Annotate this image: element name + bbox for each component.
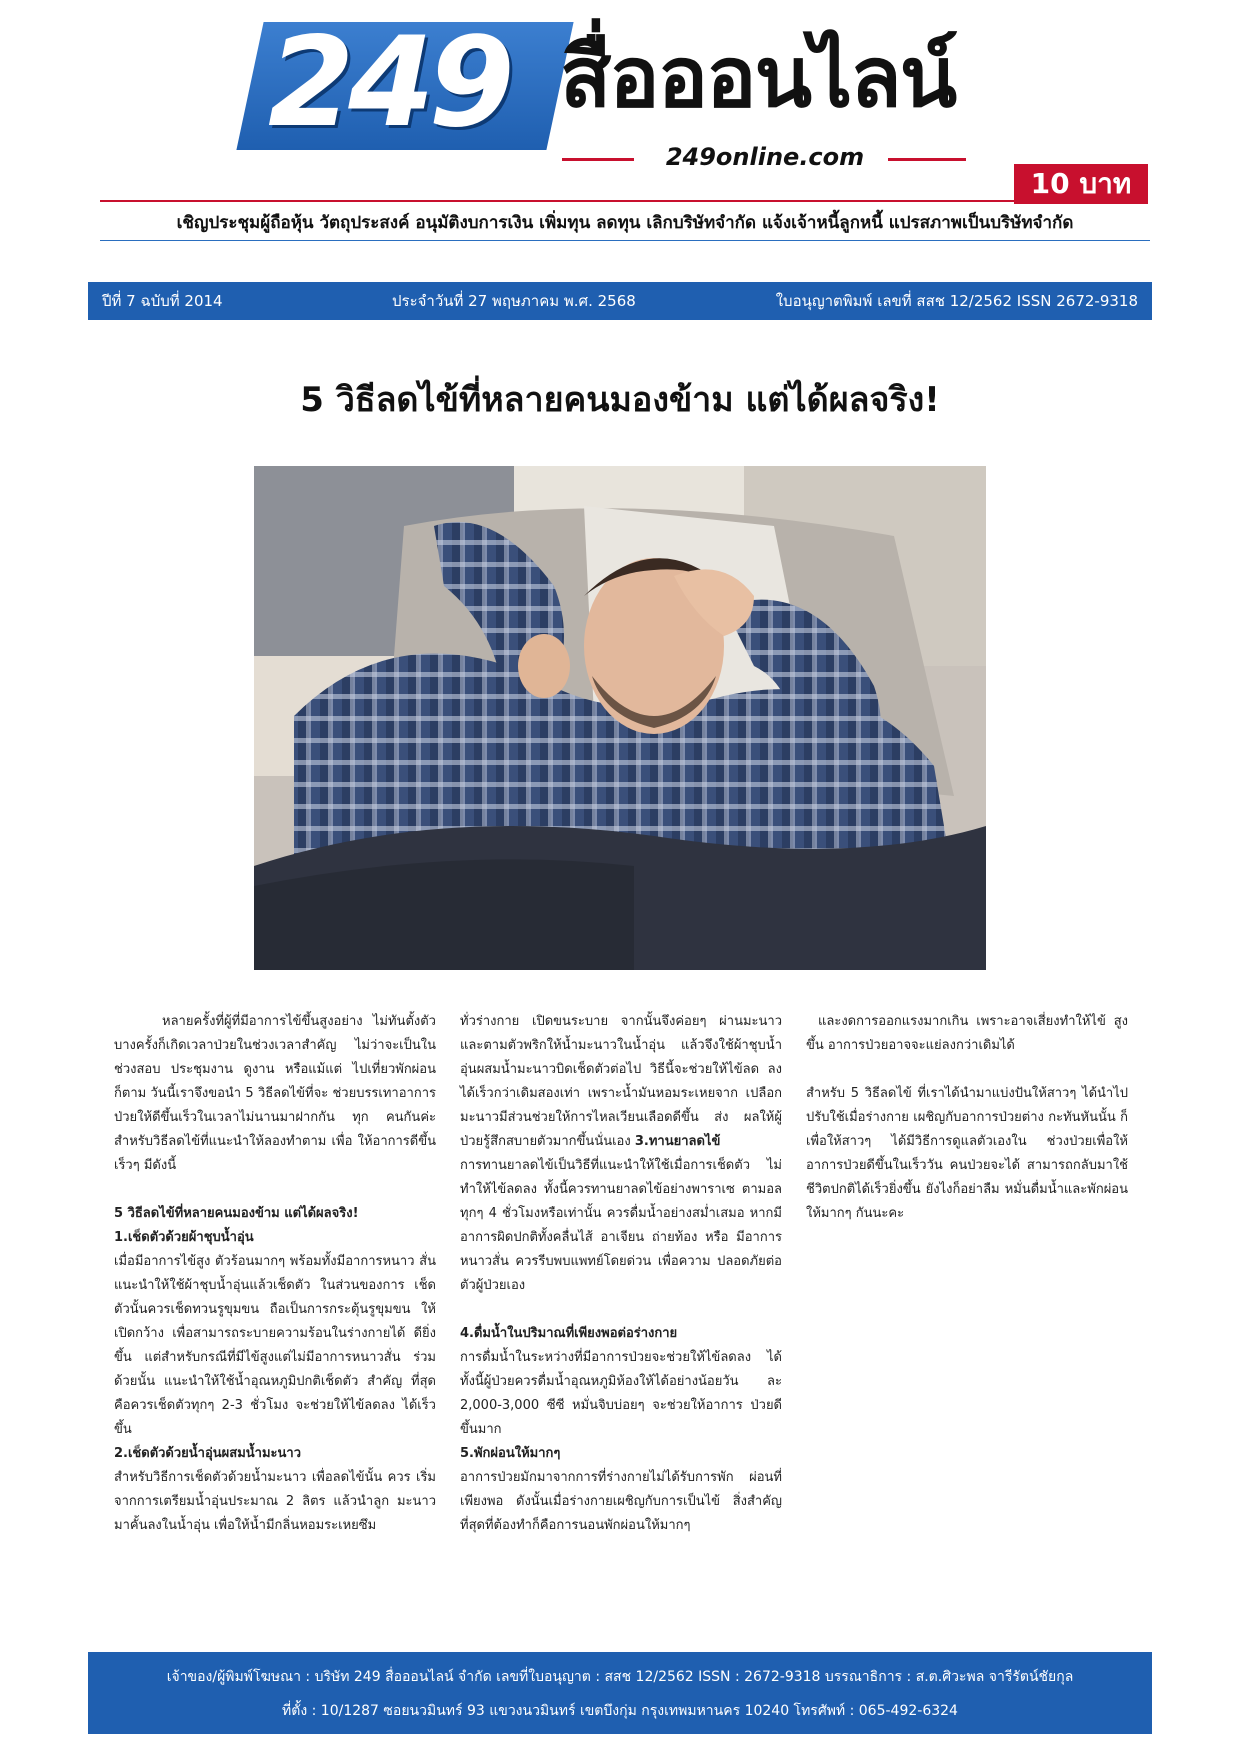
section-heading-5: 5.พักผ่อนให้มากๆ (460, 1446, 561, 1461)
price-badge: 10 บาท (1014, 164, 1148, 204)
issue-date: ประจำวันที่ 27 พฤษภาคม พ.ศ. 2568 (392, 292, 636, 310)
section-body-3: การทานยาลดไข้เป็นวิธีที่แนะนำให้ใช้เมื่อการเช็ดตัว ไม่ทำให้ไข้ลดลง ทั้งนี้ควรทานยาลดไข้อย่างพาราเซ ตามอลทุกๆ 4 ชั่วโมงหรือเท่านั้น ควรดื่มน้ำอย่างสม่ำเสมอ หากมีอาการผิดปกติทั้งคลื่นไส้ อาเจียน ถ่ายท้อง หรือ มีอาการหนาวสั่น ควรรีบพบแพทย์โดยด่วน เพื่อความ ปลอดภัยต่อตัวผู้ป่วยเอง (460, 1158, 782, 1293)
logo-thai-wordmark: สื่อออนไลน์ (560, 28, 956, 126)
logo-url: 249online.com (665, 143, 865, 171)
issue-license: ใบอนุญาตพิมพ์ เลขที่ สสช 12/2562 ISSN 2672-9318 (775, 292, 1138, 310)
section-body-1: เมื่อมีอาการไข้สูง ตัวร้อนมากๆ พร้อมทั้งมีอาการหนาว สั่น แนะนำให้ใช้ผ้าชุบน้ำอุ่นแล้วเช็ดตัว ในส่วนของการ เช็ดตัวนั้นควรเช็ดทวนรูขุมขน ถือเป็นการกระตุ้นรูขุมขน ให้เปิดกว้าง เพื่อสามารถระบายความร้อนในร่างกายได้ ดียิ่งขึ้น แต่สำหรับกรณีที่มีไข้สูงแต่ไม่มีอาการหนาวสั่น ร่วมด้วยนั้น แนะนำให้ใช้น้ำอุณหภูมิปกติเช็ดตัว สำคัญ ที่สุดคือควรเช็ดตัวทุกๆ 2-3 ชั่วโมง จะช่วยให้ไข้ลดลง ได้เร็วขึ้น (114, 1254, 436, 1437)
logo-url-rule-right (888, 158, 966, 161)
article-headline: 5 วิธีลดไข้ที่หลายคนมองข้าม แต่ได้ผลจริง! (300, 380, 940, 420)
section-body-2-cont-text: ทั่วร่างกาย เปิดขนระบาย จากนั้นจึงค่อยๆ ผ่านมะนาว และตามตัวพริกให้น้ำมะนาวในน้ำอุ่น แล้วจึงใช้ผ้าชุบน้ำ อุ่นผสมน้ำมะนาวบิดเช็ดตัวต่อไป วิธีนี้จะช่วยให้ไข้ลด ลงได้เร็วกว่าเดิมสองเท่า เพราะน้ำมันหอมระเหยจาก เปลือกมะนาวมีส่วนช่วยให้การไหลเวียนเลือดดีขึ้น ส่ง ผลให้ผู้ป่วยรู้สึกสบายตัวมากขึ้นนั่นเอง (460, 1014, 782, 1149)
article-column-1 (114, 1010, 436, 1538)
article-intro: หลายครั้งที่ผู้ที่มีอาการไข้ขึ้นสูงอย่าง ไม่ทันตั้งตัว บางครั้งก็เกิดเวลาป่วยในช่วงเวลาสำคัญ ไม่ว่าจะเป็นในช่วงสอบ ประชุมงาน ดูงาน หรือแม้แต่ ไปเที่ยวพักผ่อนก็ตาม วันนี้เราจึงขอนำ 5 วิธีลดไข้ที่จะ ช่วยบรรเทาอาการป่วยให้ดีขึ้นเร็วในเวลาไม่นานมาฝากกัน ทุก คนกันค่ะ สำหรับวิธีลดไข้ที่แนะนำให้ลองทำตาม เพื่อ ให้อาการดีขึ้นเร็วๆ มีดังนี้ (114, 1014, 436, 1173)
logo-number: 249 (268, 11, 509, 155)
article-column-3 (806, 1010, 1128, 1250)
section-heading-1: 1.เช็ดตัวด้วยผ้าชุบน้ำอุ่น (114, 1230, 254, 1245)
section-heading-4: 4.ดื่มน้ำในปริมาณที่เพียงพอต่อร่างกาย (460, 1326, 678, 1341)
section-body-2: สำหรับวิธีการเช็ดตัวด้วยน้ำมะนาว เพื่อลดไข้นั้น ควร เริ่มจากการเตรียมน้ำอุ่นประมาณ 2 ลิตร แล้วนำลูก มะนาวมาคั้นลงในน้ำอุ่น เพื่อให้น้ำมีกลิ่นหอมระเหยซึม (114, 1470, 436, 1533)
section-heading-2: 2.เช็ดตัวด้วยน้ำอุ่นผสมน้ำมะนาว (114, 1446, 302, 1461)
article-subhead: 5 วิธีลดไข้ที่หลายคนมองข้าม แต่ได้ผลจริง! (114, 1206, 359, 1221)
masthead-divider (100, 200, 1016, 202)
services-divider (100, 240, 1150, 241)
services-tagline: เชิญประชุมผู้ถือหุ้น วัตถุประสงค์ อนุมัติงบการเงิน เพิ่มทุน ลดทุน เลิกบริษัทจำกัด แจ้งเจ้าหนี้ลูกหนี้ แปรสภาพเป็นบริษัทจำกัด (176, 213, 1074, 233)
issue-number: ปีที่ 7 ฉบับที่ 2014 (102, 292, 223, 310)
man-sick-in-bed-photo (254, 466, 986, 970)
footer-publisher: เจ้าของ/ผู้พิมพ์โฆษณา : บริษัท 249 สื่อออนไลน์ จำกัด เลขที่ใบอนุญาต : สสช 12/2562 ISSN : 2672-9318 บรรณาธิการ : ส.ต.ศิวะพล จารีรัตน์ชัยกุล (166, 1669, 1074, 1685)
section-body-5: อาการป่วยมักมาจากการที่ร่างกายไม่ได้รับการพัก ผ่อนที่เพียงพอ ดังนั้นเมื่อร่างกายเผชิญกับการเป็นไข้ สิ่งสำคัญที่สุดที่ต้องทำก็คือการนอนพักผ่อนให้มากๆ (460, 1470, 782, 1533)
section-body-5-cont: และงดการออกแรงมากเกิน เพราะอาจเสี่ยงทำให้ไข้ สูงขึ้น อาการป่วยอาจจะแย่ลงกว่าเดิมได้ (806, 1014, 1128, 1053)
logo-url-rule-left (562, 158, 634, 161)
section-body-4: การดื่มน้ำในระหว่างที่มีอาการป่วยจะช่วยให้ไข้ลดลง ได้ ทั้งนี้ผู้ป่วยควรดื่มน้ำอุณหภูมิห้องให้ได้อย่างน้อยวัน ละ 2,000-3,000 ซีซี หมั่นจิบบ่อยๆ จะช่วยให้อาการ ป่วยดีขึ้นมาก (460, 1350, 782, 1437)
section-body-2-cont (460, 1010, 782, 1154)
footer-bar (88, 1652, 1152, 1734)
section-heading-3: 3.ทานยาลดไข้ (634, 1134, 721, 1149)
issue-bar (88, 282, 1152, 320)
footer-address: ที่ตั้ง : 10/1287 ซอยนวมินทร์ 93 แขวงนวมินทร์ เขตบึงกุ่ม กรุงเทพมหานคร 10240 โทรศัพท์ : 065-492-6324 (282, 1703, 958, 1719)
article-conclusion: สำหรับ 5 วิธีลดไข้ ที่เราได้นำมาแบ่งปันให้สาวๆ ได้นำไปปรับใช้เมื่อร่างกาย เผชิญกับอาการป่วยต่าง กะทันหันนั้น ก็เพื่อให้สาวๆ ได้มีวิธีการดูแลตัวเองใน ช่วงป่วยเพื่อให้อาการป่วยดีขึ้นในเร็ววัน คนป่วยจะได้ สามารถกลับมาใช้ชีวิตปกติได้เร็วยิ่งขึ้น ยังไงก็อย่าลืม หมั่นดื่มน้ำและพักผ่อนให้มากๆ กันนะคะ (806, 1086, 1128, 1221)
article-column-2 (460, 1010, 782, 1538)
